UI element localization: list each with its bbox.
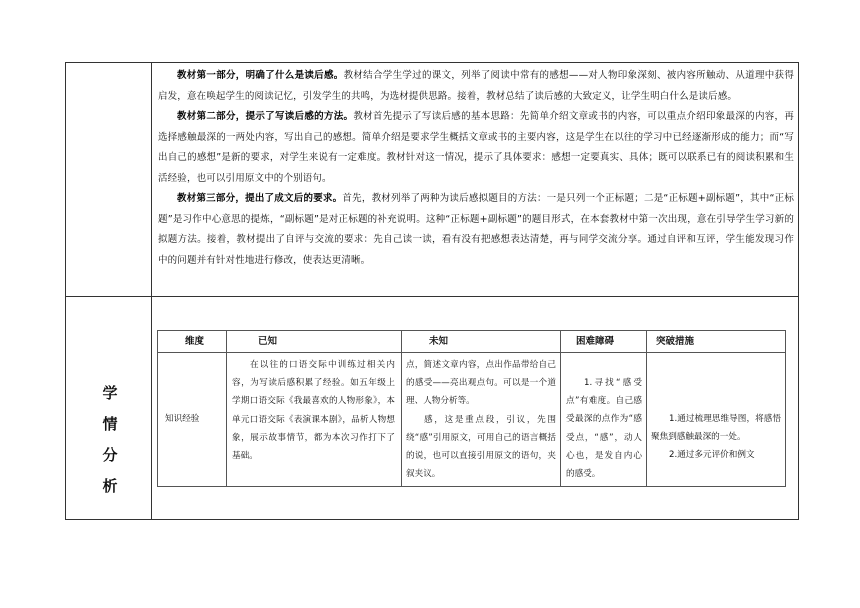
table-column-divider [401,330,402,487]
table-column-divider [646,330,647,487]
cell-measure-2: 2.通过多元评价和例文 [669,450,755,461]
outer-column-divider [151,62,152,520]
table-header-measures: 突破措施 [656,336,695,347]
cell-unknown [406,356,556,483]
paragraph-part-three [158,189,794,271]
cell-measures [651,410,781,465]
table-header-divider [157,352,786,353]
label-char: 析 [102,477,118,495]
table-header-difficulty: 困难障碍 [576,336,615,347]
cell-measure-1: 1.通过梳理思维导图，将感悟聚焦到感触最深的一处。 [651,414,781,443]
paragraph-heading: 教材第一部分，明确了什么是读后感。 [177,70,344,81]
paragraph-heading: 教材第三部分，提出了成文后的要求。 [177,193,343,204]
cell-unknown-text-2: 感，这是重点段，引议，先围绕“感”引用原文，可用自己的语言概括的说，也可以直接引用原文的语句，夹叙夹议。 [406,414,556,480]
cell-dimension: 知识经验 [165,414,200,424]
label-char: 学 [102,384,118,402]
cell-difficulty [566,374,642,483]
paragraph-part-one [158,66,794,107]
cell-difficulty-text: 1.寻找“感受点”有难度。自己感受最深的点作为“感受点，“感”，动人心也，是发自内心的感受。 [566,378,642,480]
textbook-analysis-text [158,66,794,271]
label-char: 情 [102,415,118,433]
table-column-divider [560,330,561,487]
paragraph-heading: 教材第二部分，提示了写读后感的方法。 [177,111,354,122]
cell-unknown-text-1: 点，简述文章内容，点出作品带给自己的感受——亮出观点句。可以是一个道理、人物分析等。 [406,360,556,407]
label-char: 分 [102,446,118,464]
paragraph-body: 首先，教材列举了两种为读后感拟题目的方法：一是只列一个正标题；二是“正标题+副标题”，其中“正标题”是习作中心意思的提炼，“副标题”是对正标题的补充说明。这种“正标题+副标题”的题目形式，在本套教材中第一次出现，意在引导学生学习新的拟题方法。接着，教材提出了自评与交流的要求：先自己读一读，看有没有把感想表达清楚，再与同学交流分享。通过自评和互评，学生能发现习作中的问题并有针对性地进行修改，使表达更清晰。 [158,193,794,266]
cell-known [232,356,395,465]
table-column-divider [226,330,227,487]
table-header-known: 已知 [258,336,278,347]
outer-row-divider [65,296,799,297]
table-header-unknown: 未知 [429,336,449,347]
table-header-dimension: 维度 [185,336,205,347]
section-label-learner-analysis [90,378,130,502]
cell-known-text: 在以往的口语交际中训练过相关内容，为写读后感积累了经验。如五年级上学期口语交际《我最喜欢的人物形象》，本单元口语交际《表演课本剧》，品析人物想象，展示故事情节，都为本次习作打下了基础。 [232,360,395,462]
paragraph-body: 教材结合学生学过的课文，列举了阅读中常有的感想——对人物印象深刻、被内容所触动、从道理中获得启发，意在唤起学生的阅读记忆，引发学生的共鸣，为选材提供思路。接着，教材总结了读后感的大致定义，让学生明白什么是读后感。 [158,70,794,102]
paragraph-part-two [158,107,794,189]
paragraph-body: 教材首先提示了写读后感的基本思路：先简单介绍文章或书的内容，可以重点介绍印象最深的内容，再选择感触最深的一两处内容，写出自己的感想。简单介绍是要求学生概括文章或书的主要内容，这是学生在以往的学习中已经逐渐形成的能力；而“写出自己的感想”是新的要求，对学生来说有一定难度。教材针对这一情况，提示了具体要求：感想一定要真实、具体；既可以联系已有的阅读积累和生活经验，也可以引用原文中的个别语句。 [158,111,794,184]
